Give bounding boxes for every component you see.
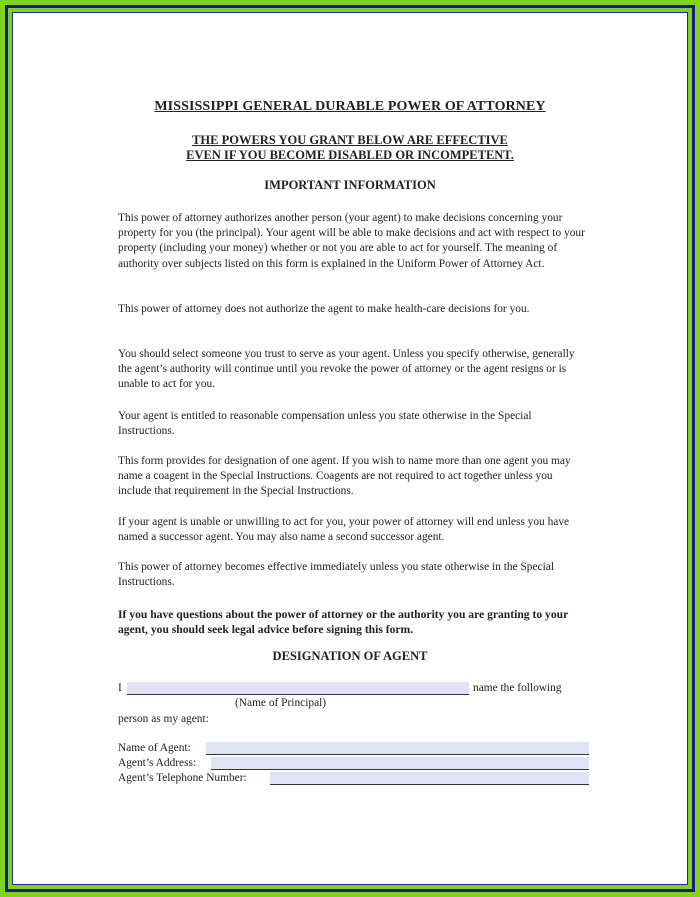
- agent-name-field[interactable]: [206, 742, 589, 755]
- inner-frame: [8, 8, 692, 889]
- blue-border: [5, 5, 695, 892]
- agent-phone-label: Agent’s Telephone Number:: [118, 772, 247, 784]
- document-page: [12, 12, 688, 885]
- paragraph-coagent: This form provides for designation of one agent. If you wish to name more than one agent you may name a coagent in the Special Instructions. Coagents are not required to act together unless you include that requirement in the Special Instructions.: [118, 455, 571, 498]
- paragraph-select-agent: You should select someone you trust to serve as your agent. Unless you specify otherwise, generally the agent’s authority will continue until you revoke the power of attorney or the agent resigns or is unable to act for you.: [118, 348, 575, 391]
- effective-notice: [13, 133, 687, 163]
- principal-suffix: name the following: [473, 682, 562, 694]
- person-as-agent-label: person as my agent:: [118, 713, 209, 725]
- paragraph-compensation: Your agent is entitled to reasonable compensation unless you state otherwise in the Special Instructions.: [118, 410, 532, 438]
- principal-name-field[interactable]: [127, 682, 469, 695]
- paragraph-health-care: This power of attorney does not authorize the agent to make health-care decisions for you.: [118, 303, 530, 315]
- effective-notice-line-2: EVEN IF YOU BECOME DISABLED OR INCOMPETENT.: [186, 148, 514, 162]
- designation-heading: DESIGNATION OF AGENT: [272, 649, 428, 663]
- paragraph-effective: This power of attorney becomes effective immediately unless you state otherwise in the Special Instructions.: [118, 561, 554, 589]
- agent-address-label: Agent’s Address:: [118, 757, 197, 769]
- paragraph-successor: If your agent is unable or unwilling to act for you, your power of attorney will end unless you have named a successor agent. You may also name a second successor agent.: [118, 516, 570, 544]
- agent-address-field[interactable]: [211, 757, 589, 770]
- principal-prefix: I: [118, 682, 122, 694]
- important-information-heading: IMPORTANT INFORMATION: [264, 178, 436, 192]
- document-title: MISSISSIPPI GENERAL DURABLE POWER OF ATTORNEY: [154, 99, 546, 114]
- agent-name-label: Name of Agent:: [118, 742, 191, 754]
- effective-notice-line-1: THE POWERS YOU GRANT BELOW ARE EFFECTIVE: [192, 133, 508, 147]
- agent-phone-field[interactable]: [270, 772, 589, 785]
- paragraph-legal-advice: If you have questions about the power of attorney or the authority you are granting to your agent, you should seek legal advice before signing this form.: [118, 608, 569, 637]
- principal-caption: (Name of Principal): [235, 697, 327, 709]
- paragraph-authorization: This power of attorney authorizes another person (your agent) to make decisions concerning your property for you (the principal). Your agent will be able to make decisions and act with respect to your property (including your money) whether or not you are able to act for yourself. The meaning of authority over subjects listed on this form is explained in the Uniform Power of Attorney Act.: [118, 212, 585, 270]
